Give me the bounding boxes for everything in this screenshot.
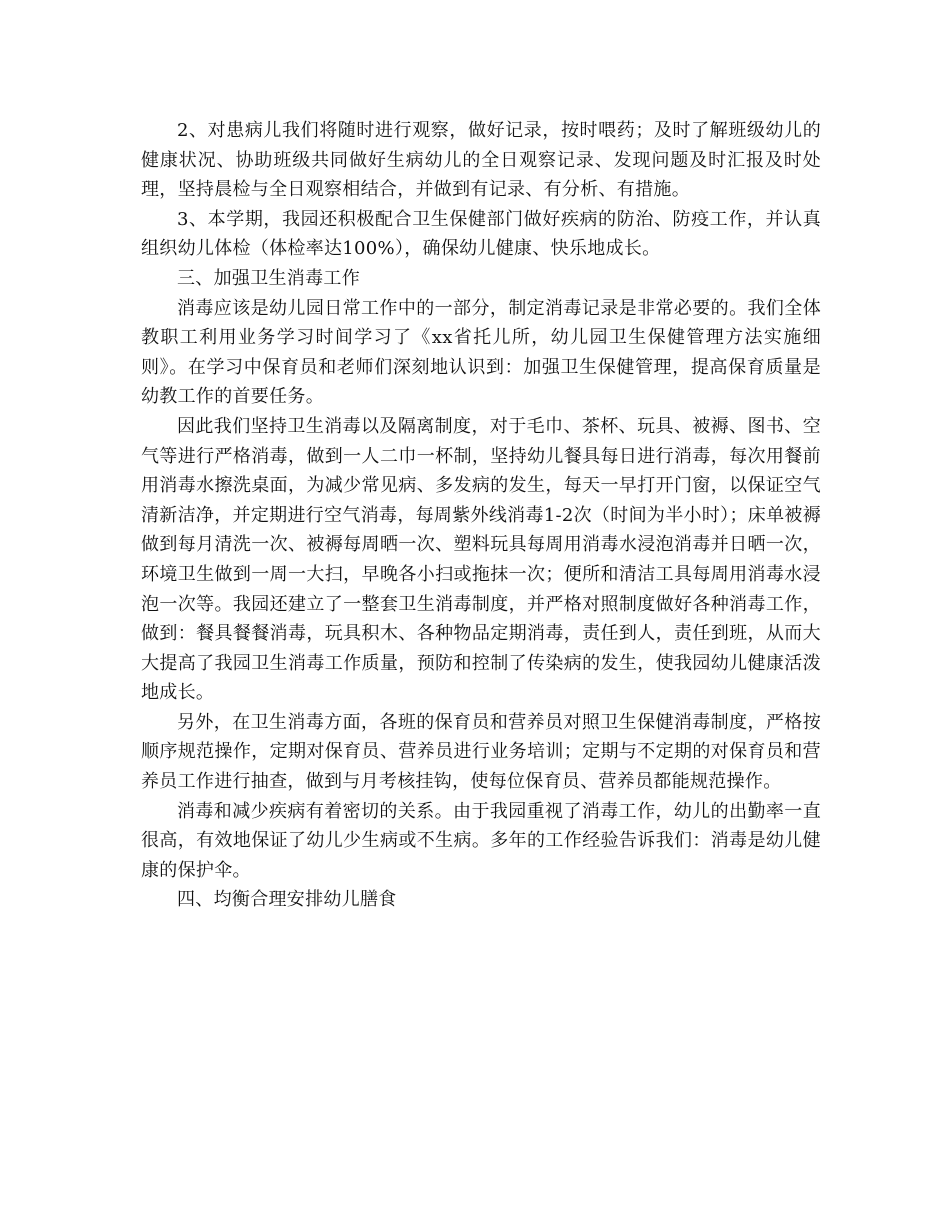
paragraph-disinfection-system: 因此我们坚持卫生消毒以及隔离制度，对于毛巾、茶杯、玩具、被褥、图书、空气等进行严格消毒，做到一人二巾一杯制，坚持幼儿餐具每日进行消毒，每次用餐前用消毒水擦洗桌面，为减少常见病、多发病的发生，每天一早打开门窗，以保证空气清新洁净，并定期进行空气消毒，每周紫外线消毒1-2次（时间为半小时）；床单被褥做到每月清洗一次、被褥每周晒一次、塑料玩具每周用消毒水浸泡消毒并日晒一次，环境卫生做到一周一大扫，早晚各小扫或拖抹一次；便所和清洁工具每周用消毒水浸泡一次等。我园还建立了一整套卫生消毒制度，并严格对照制度做好各种消毒工作，做到：餐具餐餐消毒，玩具积木、各种物品定期消毒，责任到人，责任到班，从而大大提高了我园卫生消毒工作质量，预防和控制了传染病的发生，使我园幼儿健康活泼地成长。 bbox=[141, 415, 821, 704]
paragraph-sick-children-care: 2、对患病儿我们将随时进行观察，做好记录，按时喂药；及时了解班级幼儿的健康状况、协助班级共同做好生病幼儿的全日观察记录、发现问题及时汇报及时处理，坚持晨检与全日观察相结合，并做到有记录、有分析、有措施。 bbox=[141, 120, 821, 201]
section-heading-disinfection: 三、加强卫生消毒工作 bbox=[177, 267, 360, 289]
paragraph-staff-training: 另外，在卫生消毒方面，各班的保育员和营养员对照卫生保健消毒制度，严格按顺序规范操作，定期对保育员、营养员进行业务培训；定期与不定期的对保育员和营养员工作进行抽查，做到与月考核挂钩，使每位保育员、营养员都能规范操作。 bbox=[141, 711, 821, 793]
document-body bbox=[141, 116, 821, 915]
section-heading-diet: 四、均衡合理安排幼儿膳食 bbox=[177, 889, 397, 911]
paragraph-disinfection-records: 消毒应该是幼儿园日常工作中的一部分，制定消毒记录是非常必要的。我们全体教职工利用业务学习时间学习了《xx省托儿所，幼儿园卫生保健管理方法实施细则》。在学习中保育员和老师们深刻地认识到：加强卫生保健管理，提高保育质量是幼教工作的首要任务。 bbox=[141, 297, 821, 408]
paragraph-disease-prevention: 消毒和减少疾病有着密切的关系。由于我园重视了消毒工作，幼儿的出勤率一直很高，有效地保证了幼儿少生病或不生病。多年的工作经验告诉我们：消毒是幼儿健康的保护伞。 bbox=[141, 800, 821, 881]
paragraph-health-checkup: 3、本学期，我园还积极配合卫生保健部门做好疾病的防治、防疫工作，并认真组织幼儿体检（体检率达100%），确保幼儿健康、快乐地成长。 bbox=[141, 208, 821, 260]
